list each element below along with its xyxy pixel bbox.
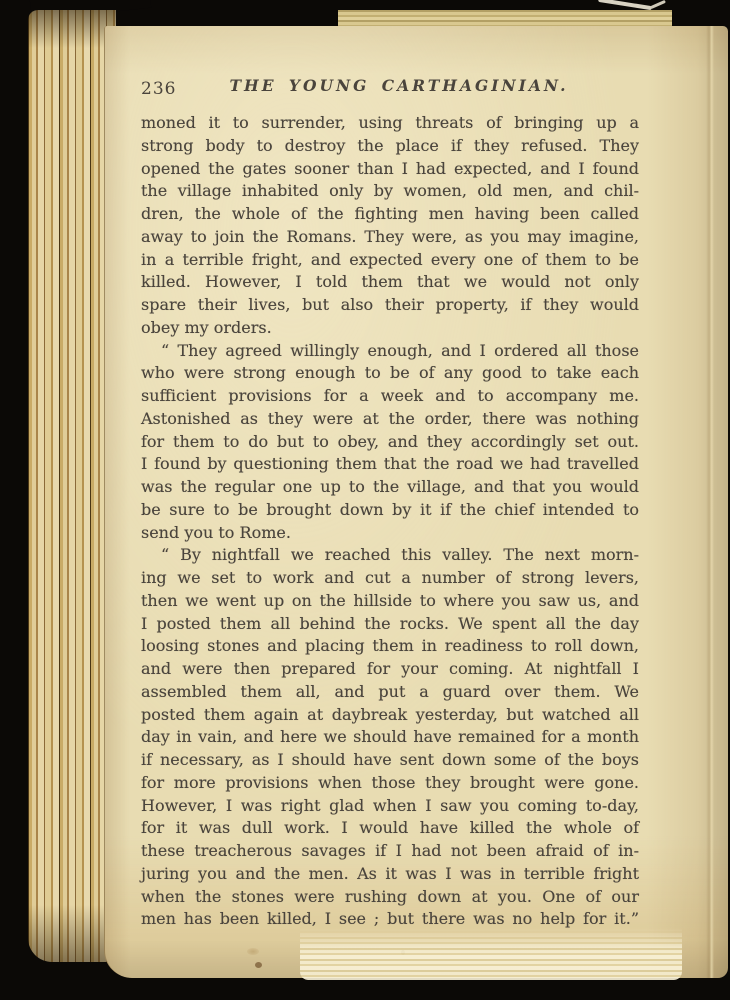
text-line: obey my orders. <box>141 317 272 337</box>
page-corner-glint-small <box>650 0 666 9</box>
gutter-crease <box>706 26 714 978</box>
text-line: for more provisions when those they brought were gone. <box>141 772 639 792</box>
page-edges-bottom <box>300 928 682 980</box>
text-line: men has been killed, I see ; but there was no help for it.” <box>141 909 639 929</box>
text-line: loosing stones and placing them in readiness to roll down, <box>141 636 639 656</box>
text-line: when the stones were rushing down at you. One of our <box>141 886 639 906</box>
text-line: Astonished as they were at the order, there was nothing <box>141 408 639 428</box>
text-line: juring you and the men. As it was I was in terrible fright <box>141 863 639 883</box>
text-line: I found by questioning them that the road we had travelled <box>141 454 639 474</box>
text-line: day in vain, and here we should have remained for a month <box>141 727 639 747</box>
body-text <box>141 112 639 931</box>
text-line: was the regular one up to the village, and that you would <box>141 477 639 496</box>
text-line: I posted them all behind the rocks. We spent all the day <box>141 613 639 633</box>
text-line: However, I was right glad when I saw you coming to-day, <box>141 795 639 815</box>
text-line: moned it to surrender, using threats of bringing up a <box>141 113 639 132</box>
page-edges-left <box>28 10 116 962</box>
text-line: posted them again at daybreak yesterday, but watched all <box>141 704 639 724</box>
book-page <box>104 26 728 978</box>
page-corner-glint <box>598 0 652 10</box>
text-line: the village inhabited only by women, old men, and chil- <box>141 181 639 201</box>
text-line: for them to do but to obey, and they accordingly set out. <box>141 431 639 451</box>
paper-stain <box>247 948 259 955</box>
text-line: these treacherous savages if I had not been afraid of in- <box>141 841 639 860</box>
text-line: for it was dull work. I would have killed the whole of <box>141 818 639 838</box>
text-line: be sure to be brought down by it if the chief intended to <box>141 499 639 519</box>
text-line: away to join the Romans. They were, as you may imagine, <box>141 226 639 246</box>
text-line: spare their lives, but also their property, if they would <box>141 295 639 314</box>
text-line: strong body to destroy the place if they refused. They <box>141 135 639 155</box>
edge-speck <box>255 962 262 968</box>
text-line: if necessary, as I should have sent down some of the boys <box>141 750 639 769</box>
text-line: “ By nightfall we reached this valley. The next morn- <box>161 545 639 565</box>
text-line: who were strong enough to be of any good to take each <box>141 363 639 383</box>
page-header <box>141 76 639 102</box>
text-line: then we went up on the hillside to where you saw us, and <box>141 590 639 610</box>
text-line: dren, the whole of the fighting men having been called <box>141 204 639 223</box>
running-title: THE YOUNG CARTHAGINIAN. <box>229 76 569 95</box>
text-line: “ They agreed willingly enough, and I ordered all those <box>161 340 639 360</box>
text-line: in a terrible fright, and expected every one of them to be <box>141 249 639 269</box>
text-line: opened the gates sooner than I had expected, and I found <box>141 158 639 178</box>
text-line: assembled them all, and put a guard over them. We <box>141 681 639 701</box>
text-line: send you to Rome. <box>141 522 291 542</box>
text-line: and were then prepared for your coming. At nightfall I <box>141 659 639 678</box>
page-number: 236 <box>141 79 177 99</box>
text-line: ing we set to work and cut a number of strong levers, <box>141 568 639 587</box>
text-line: sufficient provisions for a week and to accompany me. <box>141 386 639 405</box>
text-line: killed. However, I told them that we would not only <box>141 272 639 292</box>
